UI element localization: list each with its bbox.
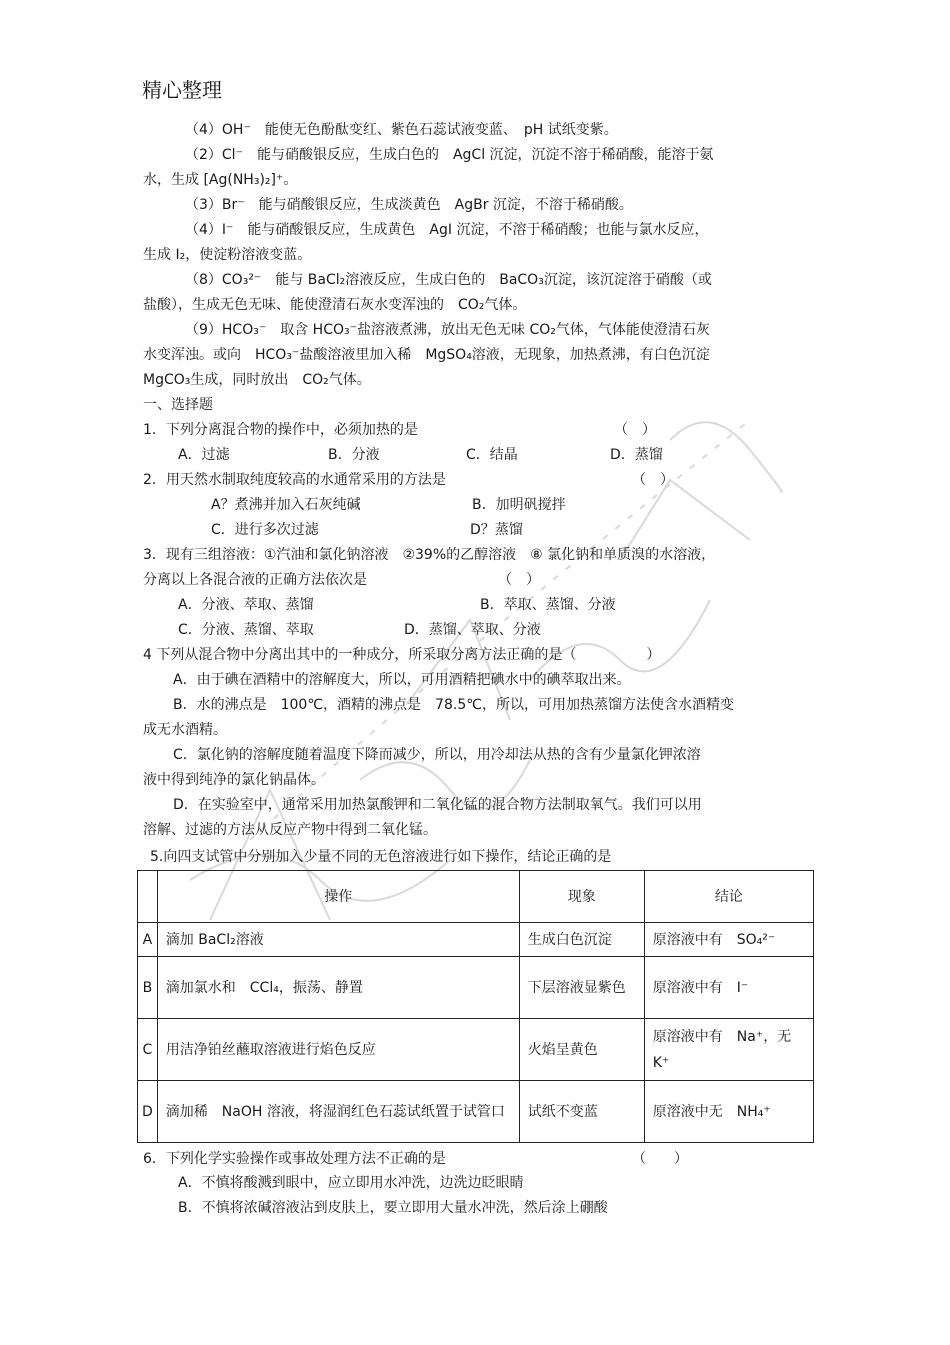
- text-line: B．加明矾搅拌: [472, 497, 566, 513]
- text-line: A．不慎将酸溅到眼中，应立即用水冲洗，边洗边眨眼睛: [178, 1175, 524, 1191]
- text-line: （8）CO₃²⁻ 能与 BaCl₂溶液反应，生成白色的 BaCO₃沉淀，该沉淀溶于硝酸（或: [185, 272, 712, 288]
- row-label: D: [138, 1081, 158, 1143]
- text-line: 5.向四支试管中分别加入少量不同的无色溶液进行如下操作，结论正确的是: [150, 849, 612, 865]
- text-line: （ ）: [614, 422, 656, 438]
- observation-cell: 下层溶液显紫色: [519, 957, 644, 1019]
- conclusion-cell: 原溶液中有 Na⁺，无K⁺: [644, 1019, 813, 1081]
- text-line: 一、选择题: [143, 397, 213, 413]
- text-line: A．过滤: [178, 447, 230, 463]
- text-line: 生成 I₂，使淀粉溶液变蓝。: [143, 247, 312, 263]
- text-line: 水，生成 [Ag(NH₃)₂]⁺。: [143, 172, 298, 188]
- conclusion-cell: 原溶液中有 I⁻: [644, 957, 813, 1019]
- operation-cell: 用洁净铂丝蘸取溶液进行焰色反应: [157, 1019, 519, 1081]
- text-line: 4 下列从混合物中分离出其中的一种成分，所采取分离方法正确的是（ ）: [143, 647, 661, 663]
- text-line: （ ）: [632, 1151, 688, 1167]
- column-header-operation: 操作: [157, 871, 519, 923]
- conclusion-cell: 原溶液中有 SO₄²⁻: [644, 923, 813, 957]
- text-line: （2）Cl⁻ 能与硝酸银反应，生成白色的 AgCl 沉淀，沉淀不溶于稀硝酸，能溶于氨: [185, 147, 714, 163]
- table-row: [138, 957, 814, 1019]
- text-line: MgCO₃生成，同时放出 CO₂气体。: [143, 372, 371, 388]
- text-line: 成无水酒精。: [143, 722, 227, 738]
- text-line: 6．下列化学实验操作或事故处理方法不正确的是: [143, 1151, 446, 1167]
- text-line: A？煮沸并加入石灰纯碱: [211, 497, 361, 513]
- text-line: （3）Br⁻ 能与硝酸银反应，生成淡黄色 AgBr 沉淀，不溶于稀硝酸。: [185, 197, 633, 213]
- text-line: D．蒸馏: [610, 447, 663, 463]
- text-line: 液中得到纯净的氯化钠晶体。: [143, 772, 325, 788]
- text-line: C．分液、蒸馏、萃取: [178, 622, 314, 638]
- text-line: C．结晶: [466, 447, 518, 463]
- row-label: C: [138, 1019, 158, 1081]
- text-line: C．氯化钠的溶解度随着温度下降而减少，所以，用冷却法从热的含有少量氯化钾浓溶: [173, 747, 701, 763]
- text-line: A．由于碘在酒精中的溶解度大，所以，可用酒精把碘水中的碘萃取出来。: [173, 672, 631, 688]
- text-line: （4）OH⁻ 能使无色酚酞变红、紫色石蕊试液变蓝、 pH 试纸变紫。: [185, 122, 618, 138]
- text-line: （ ）: [498, 572, 540, 588]
- text-line: C．进行多次过滤: [211, 522, 319, 538]
- text-line: B．水的沸点是 100℃，酒精的沸点是 78.5℃，所以，可用加热蒸馏方法使含水酒精变: [173, 697, 734, 713]
- observation-cell: 生成白色沉淀: [519, 923, 644, 957]
- text-line: D？蒸馏: [470, 522, 523, 538]
- text-line: D．蒸馏、萃取、分液: [404, 622, 541, 638]
- text-line: 1．下列分离混合物的操作中，必须加热的是: [143, 422, 418, 438]
- text-line: B．不慎将浓碱溶液沾到皮肤上，要立即用大量水冲洗，然后涂上硼酸: [178, 1200, 608, 1216]
- text-line: （ ）: [632, 472, 674, 488]
- row-label: B: [138, 957, 158, 1019]
- table-row: [138, 1081, 814, 1143]
- table-header-row: [138, 871, 814, 923]
- table-row: [138, 923, 814, 957]
- text-line: 2．用天然水制取纯度较高的水通常采用的方法是: [143, 472, 446, 488]
- observation-cell: 火焰呈黄色: [519, 1019, 644, 1081]
- column-header-observation: 现象: [519, 871, 644, 923]
- text-line: B．分液: [328, 447, 380, 463]
- text-line: 水变浑浊。或向 HCO₃⁻盐酸溶液里加入稀 MgSO₄溶液，无现象，加热煮沸，有白色沉淀: [143, 347, 710, 363]
- operation-cell: 滴加 BaCl₂溶液: [157, 923, 519, 957]
- question5-table: [137, 870, 814, 1143]
- text-line: A．分液、萃取、蒸馏: [178, 597, 314, 613]
- text-line: B．萃取、蒸馏、分液: [480, 597, 616, 613]
- text-line: （9）HCO₃⁻ 取含 HCO₃⁻盐溶液煮沸，放出无色无味 CO₂气体，气体能使澄清石灰: [185, 322, 710, 338]
- text-line: 3．现有三组溶液：①汽油和氯化钠溶液 ②39%的乙醇溶液 ⑧ 氯化钠和单质溴的水溶液，: [143, 547, 716, 563]
- table-row: [138, 1019, 814, 1081]
- text-line: （4）I⁻ 能与硝酸银反应，生成黄色 AgI 沉淀，不溶于稀硝酸；也能与氯水反应，: [185, 222, 709, 238]
- observation-cell: 试纸不变蓝: [519, 1081, 644, 1143]
- operation-cell: 滴加稀 NaOH 溶液，将湿润红色石蕊试纸置于试管口: [157, 1081, 519, 1143]
- column-header-conclusion: 结论: [644, 871, 813, 923]
- row-label: A: [138, 923, 158, 957]
- conclusion-cell: 原溶液中无 NH₄⁺: [644, 1081, 813, 1143]
- text-line: 盐酸），生成无色无味、能使澄清石灰水变浑浊的 CO₂气体。: [143, 297, 527, 313]
- table-corner-cell: [138, 871, 158, 923]
- text-line: D．在实验室中，通常采用加热氯酸钾和二氧化锰的混合物方法制取氧气。我们可以用: [173, 797, 702, 813]
- text-line: 分离以上各混合液的正确方法依次是: [143, 572, 367, 588]
- text-line: 溶解、过滤的方法从反应产物中得到二氧化锰。: [143, 822, 437, 838]
- page-header: 精心整理: [142, 78, 222, 102]
- operation-cell: 滴加氯水和 CCl₄，振荡、静置: [157, 957, 519, 1019]
